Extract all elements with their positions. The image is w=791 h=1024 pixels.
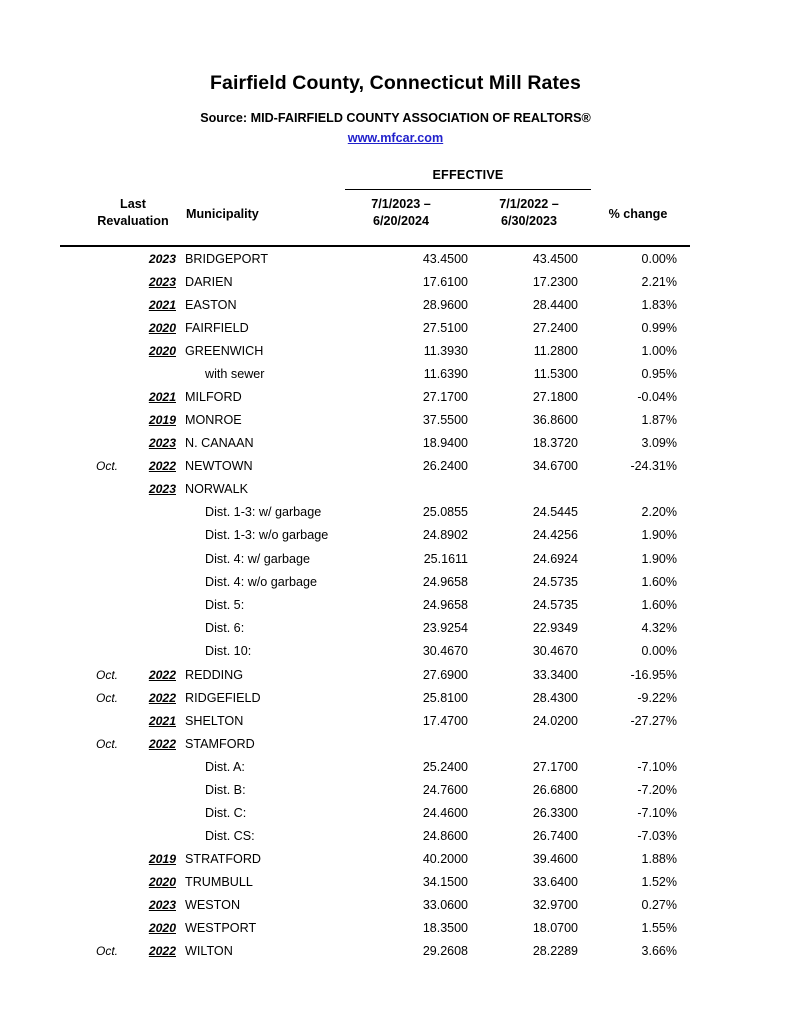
cell-v1: 18.3500 xyxy=(422,921,468,936)
table-row xyxy=(0,317,791,340)
cell-name: N. CANAAN xyxy=(185,436,254,451)
cell-name: Dist. 6: xyxy=(205,621,245,636)
column-header-period1-line1: 7/1/2023 – xyxy=(371,197,431,211)
cell-v2: 33.3400 xyxy=(532,667,578,682)
table-row xyxy=(0,802,791,825)
cell-name: MONROE xyxy=(185,413,242,428)
cell-name: Dist. 1-3: w/o garbage xyxy=(205,528,329,543)
cell-v2: 30.4670 xyxy=(532,644,578,659)
table-row xyxy=(0,733,791,756)
cell-year: 2023 xyxy=(148,898,176,913)
column-header-last-revaluation-line2: Revaluation xyxy=(97,214,169,228)
cell-v1: 17.6100 xyxy=(422,275,468,289)
cell-year: 2022 xyxy=(148,459,176,474)
cell-v1: 29.2608 xyxy=(422,944,468,959)
mfcar-website-link[interactable]: www.mfcar.com xyxy=(347,131,444,145)
cell-name: NEWTOWN xyxy=(185,459,253,474)
cell-v1: 37.5500 xyxy=(422,413,468,428)
cell-month: Oct. xyxy=(95,944,118,959)
cell-v2: 26.7400 xyxy=(532,829,578,844)
cell-v2: 22.9349 xyxy=(532,621,578,636)
cell-year: 2020 xyxy=(148,875,176,890)
cell-pct: 2.21% xyxy=(641,275,677,289)
cell-name: TRUMBULL xyxy=(185,875,253,890)
cell-v1: 34.1500 xyxy=(422,875,468,890)
table-row xyxy=(0,894,791,917)
table-row xyxy=(0,756,791,779)
cell-v1: 23.9254 xyxy=(422,621,468,636)
table-row xyxy=(0,478,791,501)
table-row xyxy=(0,825,791,848)
table-row xyxy=(0,294,791,317)
cell-v1: 26.2400 xyxy=(422,459,468,474)
column-header-period-2023-2024 xyxy=(345,196,457,230)
cell-v2: 27.1800 xyxy=(532,390,578,405)
cell-pct: 1.55% xyxy=(641,921,677,936)
cell-pct: -16.95% xyxy=(630,667,677,682)
cell-year: 2022 xyxy=(148,690,176,705)
cell-name: Dist. CS: xyxy=(205,829,255,844)
cell-pct: 2.20% xyxy=(641,505,677,520)
cell-v2: 26.6800 xyxy=(532,782,578,797)
table-row xyxy=(0,871,791,894)
cell-name: Dist. 4: w/o garbage xyxy=(205,574,318,589)
cell-pct: 1.90% xyxy=(641,551,677,566)
cell-v1: 28.9600 xyxy=(422,298,468,312)
table-row xyxy=(0,363,791,386)
source-attribution: Source: MID-FAIRFIELD COUNTY ASSOCIATION OF REALTORS® xyxy=(200,111,591,125)
cell-v1: 40.2000 xyxy=(422,852,468,867)
cell-year: 2019 xyxy=(148,852,176,867)
cell-month: Oct. xyxy=(95,459,118,474)
cell-v2: 11.2800 xyxy=(533,344,578,358)
table-row xyxy=(0,571,791,594)
cell-v1: 43.4500 xyxy=(422,252,468,266)
cell-pct: 0.27% xyxy=(641,898,677,913)
cell-pct: 1.83% xyxy=(641,298,677,312)
cell-month: Oct. xyxy=(95,736,118,751)
cell-v2: 28.2289 xyxy=(532,944,578,959)
cell-name: MILFORD xyxy=(185,390,242,405)
cell-name: Dist. A: xyxy=(205,759,245,774)
cell-pct: 1.60% xyxy=(641,574,677,589)
cell-v2: 24.5735 xyxy=(532,597,578,612)
cell-v1: 27.6900 xyxy=(422,667,468,682)
cell-year: 2023 xyxy=(148,436,176,451)
cell-v2: 34.6700 xyxy=(532,459,578,474)
cell-v2: 32.9700 xyxy=(532,898,578,913)
cell-v2: 18.3720 xyxy=(532,436,578,451)
cell-name: BRIDGEPORT xyxy=(185,252,269,266)
cell-v2: 24.4256 xyxy=(532,528,578,543)
cell-v2: 18.0700 xyxy=(532,921,578,936)
cell-v1: 24.9658 xyxy=(422,574,468,589)
cell-name: STRATFORD xyxy=(185,852,262,867)
cell-v2: 24.5445 xyxy=(532,505,578,520)
cell-pct: 0.95% xyxy=(641,367,677,381)
cell-year: 2022 xyxy=(148,944,176,959)
cell-year: 2020 xyxy=(148,344,176,358)
effective-group-rule xyxy=(345,189,591,190)
effective-group-header: EFFECTIVE xyxy=(432,168,504,182)
cell-v1: 11.3930 xyxy=(423,344,468,358)
cell-pct: -24.31% xyxy=(630,459,677,474)
table-row xyxy=(0,455,791,478)
cell-name: Dist. C: xyxy=(205,805,247,820)
column-header-period-2022-2023 xyxy=(473,196,585,230)
cell-pct: 3.09% xyxy=(641,436,677,451)
cell-pct: 1.60% xyxy=(641,597,677,612)
table-row xyxy=(0,617,791,640)
cell-year: 2023 xyxy=(148,252,176,266)
cell-month: Oct. xyxy=(95,667,118,682)
cell-pct: 1.87% xyxy=(641,413,677,428)
column-header-municipality: Municipality xyxy=(186,207,259,221)
cell-name: EASTON xyxy=(185,298,237,312)
source-link-container xyxy=(0,131,791,145)
cell-pct: 1.52% xyxy=(641,875,677,890)
cell-v1: 27.5100 xyxy=(422,321,468,335)
cell-name: WESTPORT xyxy=(185,921,257,936)
cell-v2: 26.3300 xyxy=(532,805,578,820)
cell-year: 2019 xyxy=(148,413,176,428)
column-header-last-revaluation xyxy=(83,196,183,230)
column-header-percent-change: % change xyxy=(608,207,668,221)
table-row xyxy=(0,848,791,871)
cell-pct: 3.66% xyxy=(641,944,677,959)
cell-v1: 25.8100 xyxy=(422,690,468,705)
cell-v2: 39.4600 xyxy=(532,852,578,867)
cell-v2: 27.1700 xyxy=(532,759,578,774)
cell-v2: 17.2300 xyxy=(532,275,578,289)
table-row xyxy=(0,710,791,733)
table-row xyxy=(0,501,791,524)
table-row xyxy=(0,664,791,687)
cell-year: 2021 xyxy=(148,713,176,728)
table-row xyxy=(0,594,791,617)
table-row xyxy=(0,340,791,363)
cell-name: WESTON xyxy=(185,898,241,913)
cell-v2: 27.2400 xyxy=(532,321,578,335)
cell-name: RIDGEFIELD xyxy=(185,690,261,705)
table-row xyxy=(0,779,791,802)
cell-v2: 28.4400 xyxy=(532,298,578,312)
cell-v1: 24.9658 xyxy=(422,597,468,612)
cell-v1: 25.0855 xyxy=(422,505,468,520)
cell-v2: 24.6924 xyxy=(532,551,578,566)
cell-pct: 1.90% xyxy=(641,528,677,543)
cell-name: WILTON xyxy=(185,944,233,959)
cell-v1: 17.4700 xyxy=(422,713,468,728)
table-row xyxy=(0,409,791,432)
table-row xyxy=(0,687,791,710)
cell-v1: 30.4670 xyxy=(422,644,468,659)
column-header-period1-line2: 6/20/2024 xyxy=(372,214,430,228)
cell-pct: -7.10% xyxy=(637,759,677,774)
table-row xyxy=(0,432,791,455)
cell-v1: 33.0600 xyxy=(422,898,468,913)
column-header-period2-line2: 6/30/2023 xyxy=(500,214,558,228)
cell-pct: 0.00% xyxy=(641,252,677,266)
table-row xyxy=(0,386,791,409)
cell-year: 2020 xyxy=(148,321,176,335)
column-header-last-revaluation-line1: Last xyxy=(120,197,146,211)
cell-month: Oct. xyxy=(95,690,118,705)
cell-v2: 43.4500 xyxy=(532,252,578,266)
cell-v1: 24.7600 xyxy=(422,782,468,797)
cell-year: 2023 xyxy=(148,482,176,497)
cell-v1: 25.2400 xyxy=(422,759,468,774)
cell-pct: 1.88% xyxy=(641,852,677,867)
cell-pct: 1.00% xyxy=(641,344,677,358)
cell-year: 2022 xyxy=(148,667,176,682)
cell-pct: -0.04% xyxy=(637,390,677,405)
cell-pct: 0.99% xyxy=(641,321,677,335)
table-row xyxy=(0,548,791,571)
cell-v1: 24.8902 xyxy=(422,528,468,543)
cell-name: SHELTON xyxy=(185,713,244,728)
cell-year: 2023 xyxy=(148,275,176,289)
table-row xyxy=(0,271,791,294)
cell-name: Dist. 10: xyxy=(205,644,252,659)
cell-year: 2020 xyxy=(148,921,176,936)
cell-year: 2022 xyxy=(148,736,176,751)
cell-year: 2021 xyxy=(148,390,176,405)
cell-v2: 36.8600 xyxy=(532,413,578,428)
cell-name: with sewer xyxy=(205,367,265,381)
column-header-period2-line1: 7/1/2022 – xyxy=(499,197,559,211)
cell-pct: -7.03% xyxy=(637,829,677,844)
cell-v2: 24.5735 xyxy=(532,574,578,589)
cell-name: DARIEN xyxy=(185,275,233,289)
cell-name: Dist. 1-3: w/ garbage xyxy=(205,505,322,520)
cell-pct: 0.00% xyxy=(641,644,677,659)
table-row xyxy=(0,640,791,663)
table-header-rule xyxy=(60,245,690,247)
cell-name: Dist. B: xyxy=(205,782,246,797)
cell-v2: 11.5300 xyxy=(533,367,578,381)
cell-v2: 33.6400 xyxy=(532,875,578,890)
table-body xyxy=(0,248,791,963)
cell-name: Dist. 4: w/ garbage xyxy=(205,551,310,566)
cell-pct: -7.20% xyxy=(637,782,677,797)
cell-v1: 27.1700 xyxy=(422,390,468,405)
cell-name: Dist. 5: xyxy=(205,597,245,612)
cell-year: 2021 xyxy=(148,298,176,312)
cell-name: STAMFORD xyxy=(185,736,255,751)
cell-name: REDDING xyxy=(185,667,244,682)
page-title: Fairfield County, Connecticut Mill Rates xyxy=(210,72,581,94)
cell-pct: -9.22% xyxy=(637,690,677,705)
cell-name: FAIRFIELD xyxy=(185,321,249,335)
cell-pct: -7.10% xyxy=(637,805,677,820)
cell-v1: 24.8600 xyxy=(422,829,468,844)
table-row xyxy=(0,524,791,547)
cell-v2: 24.0200 xyxy=(532,713,578,728)
cell-v1: 18.9400 xyxy=(422,436,468,451)
table-row xyxy=(0,940,791,963)
cell-v1: 25.1611 xyxy=(423,551,468,566)
table-row xyxy=(0,248,791,271)
cell-v2: 28.4300 xyxy=(532,690,578,705)
cell-name: NORWALK xyxy=(185,482,248,497)
cell-pct: 4.32% xyxy=(641,621,677,636)
table-row xyxy=(0,917,791,940)
cell-name: GREENWICH xyxy=(185,344,264,358)
cell-v1: 11.6390 xyxy=(423,367,468,381)
cell-pct: -27.27% xyxy=(630,713,677,728)
cell-v1: 24.4600 xyxy=(422,805,468,820)
